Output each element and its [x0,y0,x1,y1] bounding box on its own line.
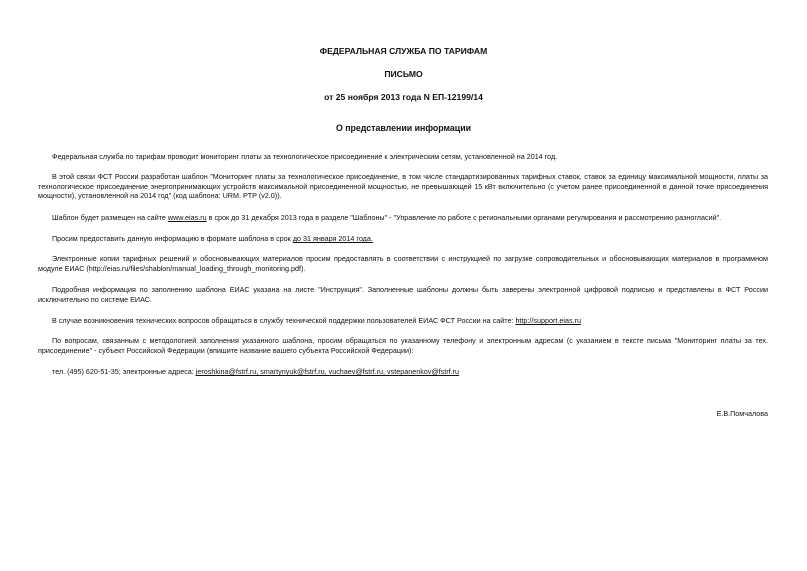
p3-text-after: в срок до 31 декабря 2013 года в разделе "Шаблоны" - "Управление по работе с региональными органами регулирования и рассмотрению разногласий". [206,213,722,222]
paragraph-instructions: Подробная информация по заполнению шаблона ЕИАС указана на листе "Инструкция". Заполненные шаблоны должны быть заверены электронной цифровой подписью и представлены в ФСТ России исключительно по системе ЕИАС. [38,285,768,304]
document-type: ПИСЬМО [384,69,423,79]
paragraph-support [38,316,768,326]
document-date-number: от 25 ноября 2013 года N ЕП-12199/14 [324,92,483,102]
paragraph-monitoring: Федеральная служба по тарифам проводит мониторинг платы за технологическое присоединение к электрическим сетям, установленной на 2014 год. [52,152,558,161]
p3-text-before: Шаблон будет размещен на сайте [52,213,168,222]
paragraph-phone-emails [38,367,768,377]
email-links[interactable]: jeroshkina@fstrf.ru, smartynyuk@fstrf.ru, vuchaev@fstrf.ru, vstepanenkov@fstrf.ru [195,367,460,376]
p9-text-before: тел. (495) 620-51-35; электронные адреса: [52,367,196,376]
support-site-link[interactable]: http://support.eias.ru [515,316,581,325]
paragraph-template-location [38,213,768,223]
agency-heading: ФЕДЕРАЛЬНАЯ СЛУЖБА ПО ТАРИФАМ [319,46,488,56]
deadline-link[interactable]: до 31 января 2014 года. [292,234,373,243]
eias-site-link[interactable]: www.eias.ru [167,213,207,222]
paragraph-electronic-copies: Электронные копии тарифных решений и обосновывающих материалов просим предоставлять в соответствии с инструкцией по загрузке сопроводительных и обосновывающих материалов в программном модуле ЕИАС (http://eias.ru/files/shablon/manual_loading_through_monitoring.pdf). [38,254,768,273]
p4-text-before: Просим предоставить данную информацию в формате шаблона в срок [52,234,293,243]
paragraph-deadline [38,234,768,244]
paragraph-methodology-contacts: По вопросам, связанным с методологией заполнения указанного шаблона, просим обращаться по указанному телефону и электронным адресам (с указанием в тексте письма "Мониторинг платы за тех. присоединение" - субъект Российской Федерации (впишите название вашего субъекта Российской Федерации): [38,336,768,355]
signature: Е.В.Помчалова [716,409,768,418]
p7-text-before: В случае возникновения технических вопросов обращаться в службу технической поддержки пользователей ЕИАС ФСТ России на сайте: [52,316,516,325]
document-subject: О представлении информации [335,123,472,133]
paragraph-template-description: В этой связи ФСТ России разработан шаблон "Мониторинг платы за технологическое присоединение, в том числе стандартизированных тарифных ставок, ставок за единицу максимальной мощности, платы за технологическое присоединение энергопринимающих устройств максимальной присоединенной мощностью, не превышающей 15 кВт включительно (с учетом ранее присоединенной в данной точке присоединения мощности), установленной на 2014 год" (код шаблона: URM. PTP (v2.0)). [38,172,768,201]
